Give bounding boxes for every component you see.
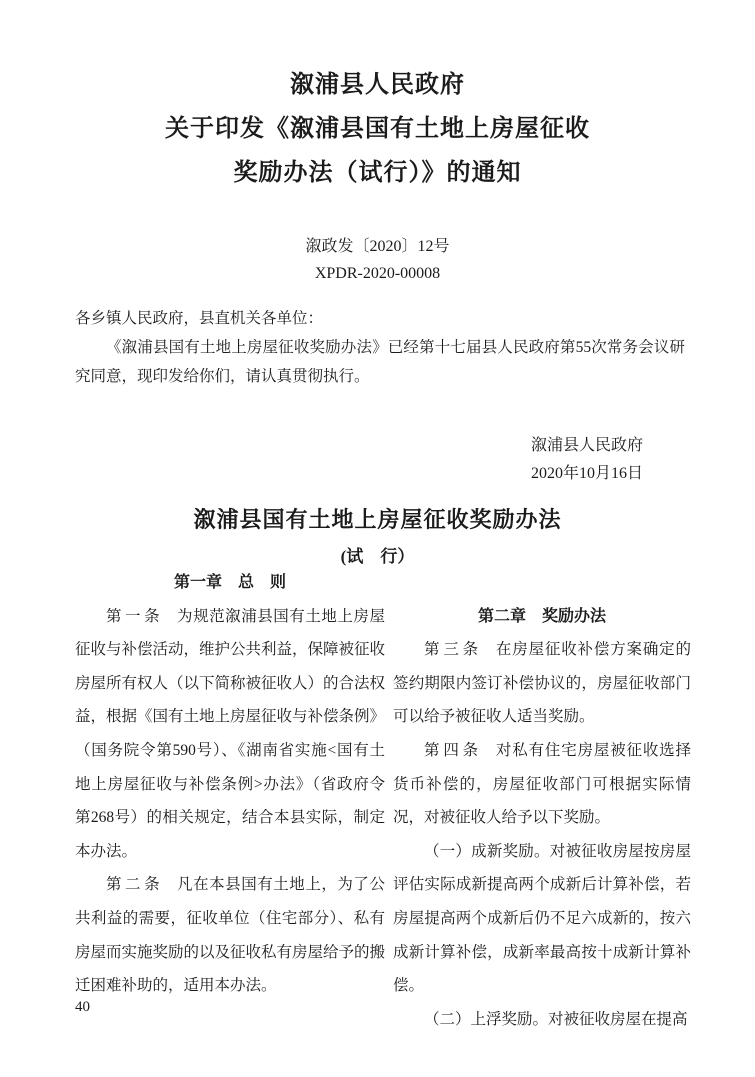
article-paragraph: 第三条 在房屋征收补偿方案确定的签约期限内签订补偿协议的，房屋征收部门可以给予被征收人适当奖励。 xyxy=(393,641,691,726)
measure-subtitle: (试 行） xyxy=(340,547,415,566)
issuer-name: 溆浦县人民政府 xyxy=(530,437,643,454)
measure-column-left xyxy=(75,566,385,1036)
article-label: 第一条 xyxy=(106,607,164,625)
article-label: 第四条 xyxy=(424,741,482,759)
salutation: 各乡镇人民政府，县直机关各单位： xyxy=(75,310,324,327)
notice-title-line-3: 奖励办法（试行）》的通知 xyxy=(233,160,522,186)
notice-title xyxy=(0,63,755,195)
measure-column-right xyxy=(393,566,691,1036)
article-paragraph: （一）成新奖励。对被征收房屋按房屋评估实际成新提高两个成新后计算补偿，若房屋提高两个成新后仍不足六成新的，按六成新计算补偿，成新率最高按十成新计算补偿。 xyxy=(393,842,691,995)
measure-columns xyxy=(75,566,691,1036)
page-number: 40 xyxy=(75,999,90,1015)
issue-date: 2020年10月16日 xyxy=(530,465,643,482)
chapter-heading: 第一章 总 则 xyxy=(173,574,286,591)
chapter-heading: 第二章 奖励办法 xyxy=(477,607,606,625)
measure-title: 溆浦县国有土地上房屋征收奖励办法 xyxy=(193,507,562,532)
notice-title-line-1: 溆浦县人民政府 xyxy=(290,72,465,98)
article-paragraph: 第四条 对私有住宅房屋被征收选择货币补偿的，房屋征收部门可根据实际情况，对被征收人给予以下奖励。 xyxy=(393,741,691,827)
notice-paragraph: 《溆浦县国有土地上房屋征收奖励办法》已经第十七届县人民政府第55次常务会议研究同意，现印发给你们，请认真贯彻执行。 xyxy=(75,339,685,385)
doc-number-block xyxy=(0,233,755,287)
doc-code: XPDR-2020-00008 xyxy=(314,265,441,282)
article-label: 第二条 xyxy=(106,876,164,894)
article-label: 第三条 xyxy=(424,641,482,659)
doc-symbol: 溆政发〔2020〕12号 xyxy=(305,238,450,255)
signature-block xyxy=(531,432,643,488)
notice-body xyxy=(75,304,685,391)
article-paragraph: （二）上浮奖励。对被征收房屋在提高 xyxy=(424,1010,688,1028)
notice-title-line-2: 关于印发《溆浦县国有土地上房屋征收 xyxy=(165,116,590,142)
article-paragraph: 第二条 凡在本县国有土地上，为了公共利益的需要，征收单位（住宅部分）、私有房屋而实施奖励的以及征收私有房屋给予的搬迁困难补助的，适用本办法。 xyxy=(75,876,386,995)
article-paragraph: 第一条 为规范溆浦县国有土地上房屋征收与补偿活动，维护公共利益，保障被征收房屋所有权人（以下简称被征收人）的合法权益，根据《国有土地上房屋征收与补偿条例》（国务院令第590号）、《湖南省实施<国有土地上房屋征收与补偿条例>办法》（省政府令第268号）的相关规定，结合本县实际，制定本办法。 xyxy=(75,607,386,860)
